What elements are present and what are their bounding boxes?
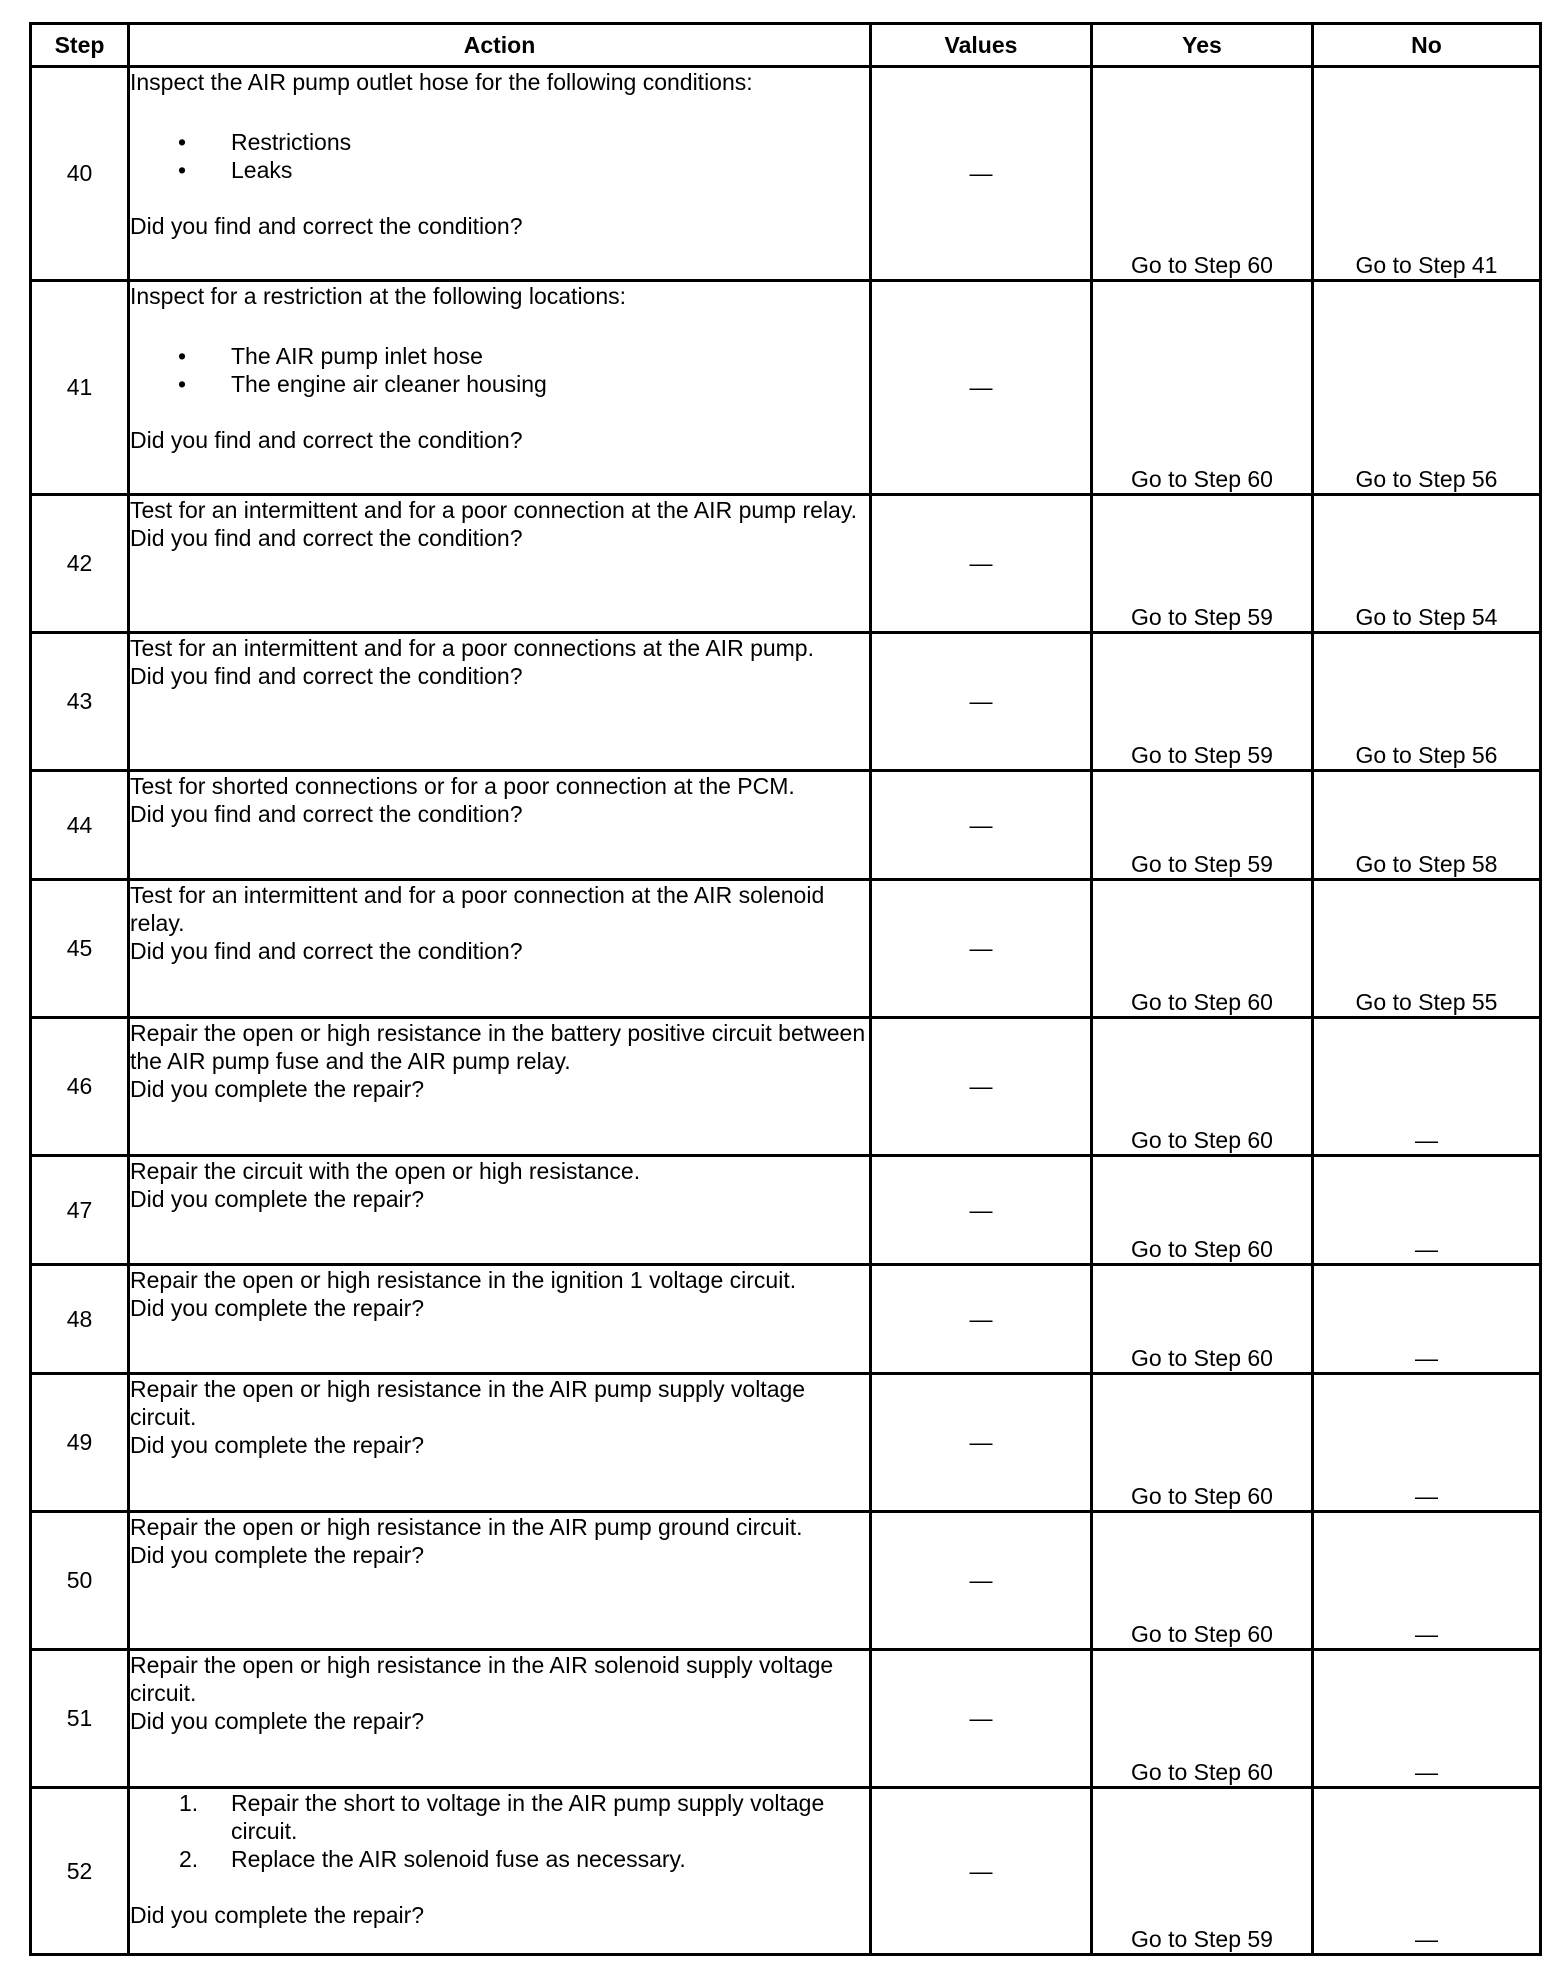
action-cell [129,880,871,1018]
step-number: 50 [31,1512,129,1650]
action-text: Test for an intermittent and for a poor connections at the AIR pump. [130,635,814,661]
yes-cell: Go to Step 60 [1092,281,1313,495]
no-cell: Go to Step 54 [1313,495,1541,633]
step-number: 44 [31,771,129,880]
list-item: • Restrictions [231,128,869,156]
table-row [31,1512,1541,1650]
yes-cell: Go to Step 60 [1092,1374,1313,1512]
table-row [31,1374,1541,1512]
yes-cell: Go to Step 59 [1092,495,1313,633]
no-cell: — [1313,1018,1541,1156]
yes-cell: Go to Step 59 [1092,633,1313,771]
values-cell: — [871,495,1092,633]
values-cell: — [871,1018,1092,1156]
action-text: Repair the open or high resistance in the AIR pump ground circuit. [130,1514,803,1540]
step-number: 45 [31,880,129,1018]
yes-cell: Go to Step 60 [1092,1018,1313,1156]
table-row [31,771,1541,880]
values-cell: — [871,281,1092,495]
no-cell: — [1313,1265,1541,1374]
table-row [31,1018,1541,1156]
table-row [31,67,1541,281]
no-cell: — [1313,1512,1541,1650]
table-row [31,281,1541,495]
values-cell: — [871,1788,1092,1955]
step-number: 41 [31,281,129,495]
no-cell: Go to Step 55 [1313,880,1541,1018]
values-cell: — [871,633,1092,771]
yes-cell: Go to Step 60 [1092,67,1313,281]
no-cell: — [1313,1374,1541,1512]
table-row [31,633,1541,771]
action-text: Test for an intermittent and for a poor connection at the AIR solenoid relay. [130,882,825,936]
step-number: 43 [31,633,129,771]
action-text: Inspect for a restriction at the following locations: [130,283,627,309]
table-row [31,1265,1541,1374]
diagnostic-table [29,22,1542,1956]
action-text: Repair the open or high resistance in the battery positive circuit between the AIR pump fuse and the AIR pump relay. [130,1020,866,1074]
no-cell: — [1313,1156,1541,1265]
action-text: Repair the open or high resistance in the AIR solenoid supply voltage circuit. [130,1652,834,1706]
action-text: Inspect the AIR pump outlet hose for the following conditions: [130,69,753,95]
step-number: 46 [31,1018,129,1156]
action-text: Test for shorted connections or for a poor connection at the PCM. [130,773,795,799]
values-cell: — [871,1156,1092,1265]
location-list [130,342,869,398]
action-question: Did you complete the repair? [130,1708,425,1734]
values-cell: — [871,880,1092,1018]
header-action: Action [129,24,871,67]
list-item: • The AIR pump inlet hose [231,342,869,370]
action-text: Test for an intermittent and for a poor connection at the AIR pump relay. [130,497,858,523]
table-row [31,1156,1541,1265]
step-number: 51 [31,1650,129,1788]
yes-cell: Go to Step 60 [1092,1265,1313,1374]
action-cell [129,1650,871,1788]
step-number: 52 [31,1788,129,1955]
list-item: Repair the short to voltage in the AIR pump supply voltage circuit. [231,1790,825,1844]
table-row [31,880,1541,1018]
list-item: Replace the AIR solenoid fuse as necessary. [231,1846,686,1872]
table-row [31,495,1541,633]
header-step: Step [31,24,129,67]
no-cell: Go to Step 56 [1313,633,1541,771]
header-no: No [1313,24,1541,67]
action-cell [129,633,871,771]
action-question: Did you find and correct the condition? [130,663,523,689]
action-cell [129,1018,871,1156]
header-row [31,24,1541,67]
table-row [31,1650,1541,1788]
step-number: 47 [31,1156,129,1265]
yes-cell: Go to Step 60 [1092,1156,1313,1265]
yes-cell: Go to Step 60 [1092,1512,1313,1650]
action-text: Repair the circuit with the open or high resistance. [130,1158,641,1184]
no-cell: Go to Step 58 [1313,771,1541,880]
values-cell: — [871,771,1092,880]
action-cell [129,67,871,281]
values-cell: — [871,1265,1092,1374]
yes-cell: Go to Step 59 [1092,771,1313,880]
yes-cell: Go to Step 59 [1092,1788,1313,1955]
action-question: Did you complete the repair? [130,1902,425,1928]
action-question: Did you find and correct the condition? [130,213,523,239]
list-item: • Leaks [231,156,869,184]
action-text: Repair the open or high resistance in the ignition 1 voltage circuit. [130,1267,797,1293]
condition-list [130,128,869,184]
action-question: Did you complete the repair? [130,1295,425,1321]
step-number: 49 [31,1374,129,1512]
action-cell [129,1374,871,1512]
values-cell: — [871,67,1092,281]
header-yes: Yes [1092,24,1313,67]
action-question: Did you find and correct the condition? [130,938,523,964]
action-cell [129,1512,871,1650]
action-text: Repair the open or high resistance in the AIR pump supply voltage circuit. [130,1376,806,1430]
step-number: 42 [31,495,129,633]
action-question: Did you complete the repair? [130,1542,425,1568]
no-cell: Go to Step 41 [1313,67,1541,281]
action-question: Did you find and correct the condition? [130,525,523,551]
action-cell [129,281,871,495]
action-question: Did you complete the repair? [130,1076,425,1102]
action-cell [129,1156,871,1265]
yes-cell: Go to Step 60 [1092,880,1313,1018]
action-question: Did you find and correct the condition? [130,427,523,453]
yes-cell: Go to Step 60 [1092,1650,1313,1788]
action-cell [129,495,871,633]
step-number: 40 [31,67,129,281]
repair-steps-list [130,1789,869,1873]
action-cell [129,771,871,880]
no-cell: Go to Step 56 [1313,281,1541,495]
action-cell [129,1265,871,1374]
header-values: Values [871,24,1092,67]
action-question: Did you complete the repair? [130,1186,425,1212]
values-cell: — [871,1512,1092,1650]
list-item: • The engine air cleaner housing [231,370,869,398]
action-question: Did you complete the repair? [130,1432,425,1458]
no-cell: — [1313,1788,1541,1955]
step-number: 48 [31,1265,129,1374]
table-row [31,1788,1541,1955]
action-question: Did you find and correct the condition? [130,801,523,827]
action-cell [129,1788,871,1955]
no-cell: — [1313,1650,1541,1788]
values-cell: — [871,1650,1092,1788]
values-cell: — [871,1374,1092,1512]
